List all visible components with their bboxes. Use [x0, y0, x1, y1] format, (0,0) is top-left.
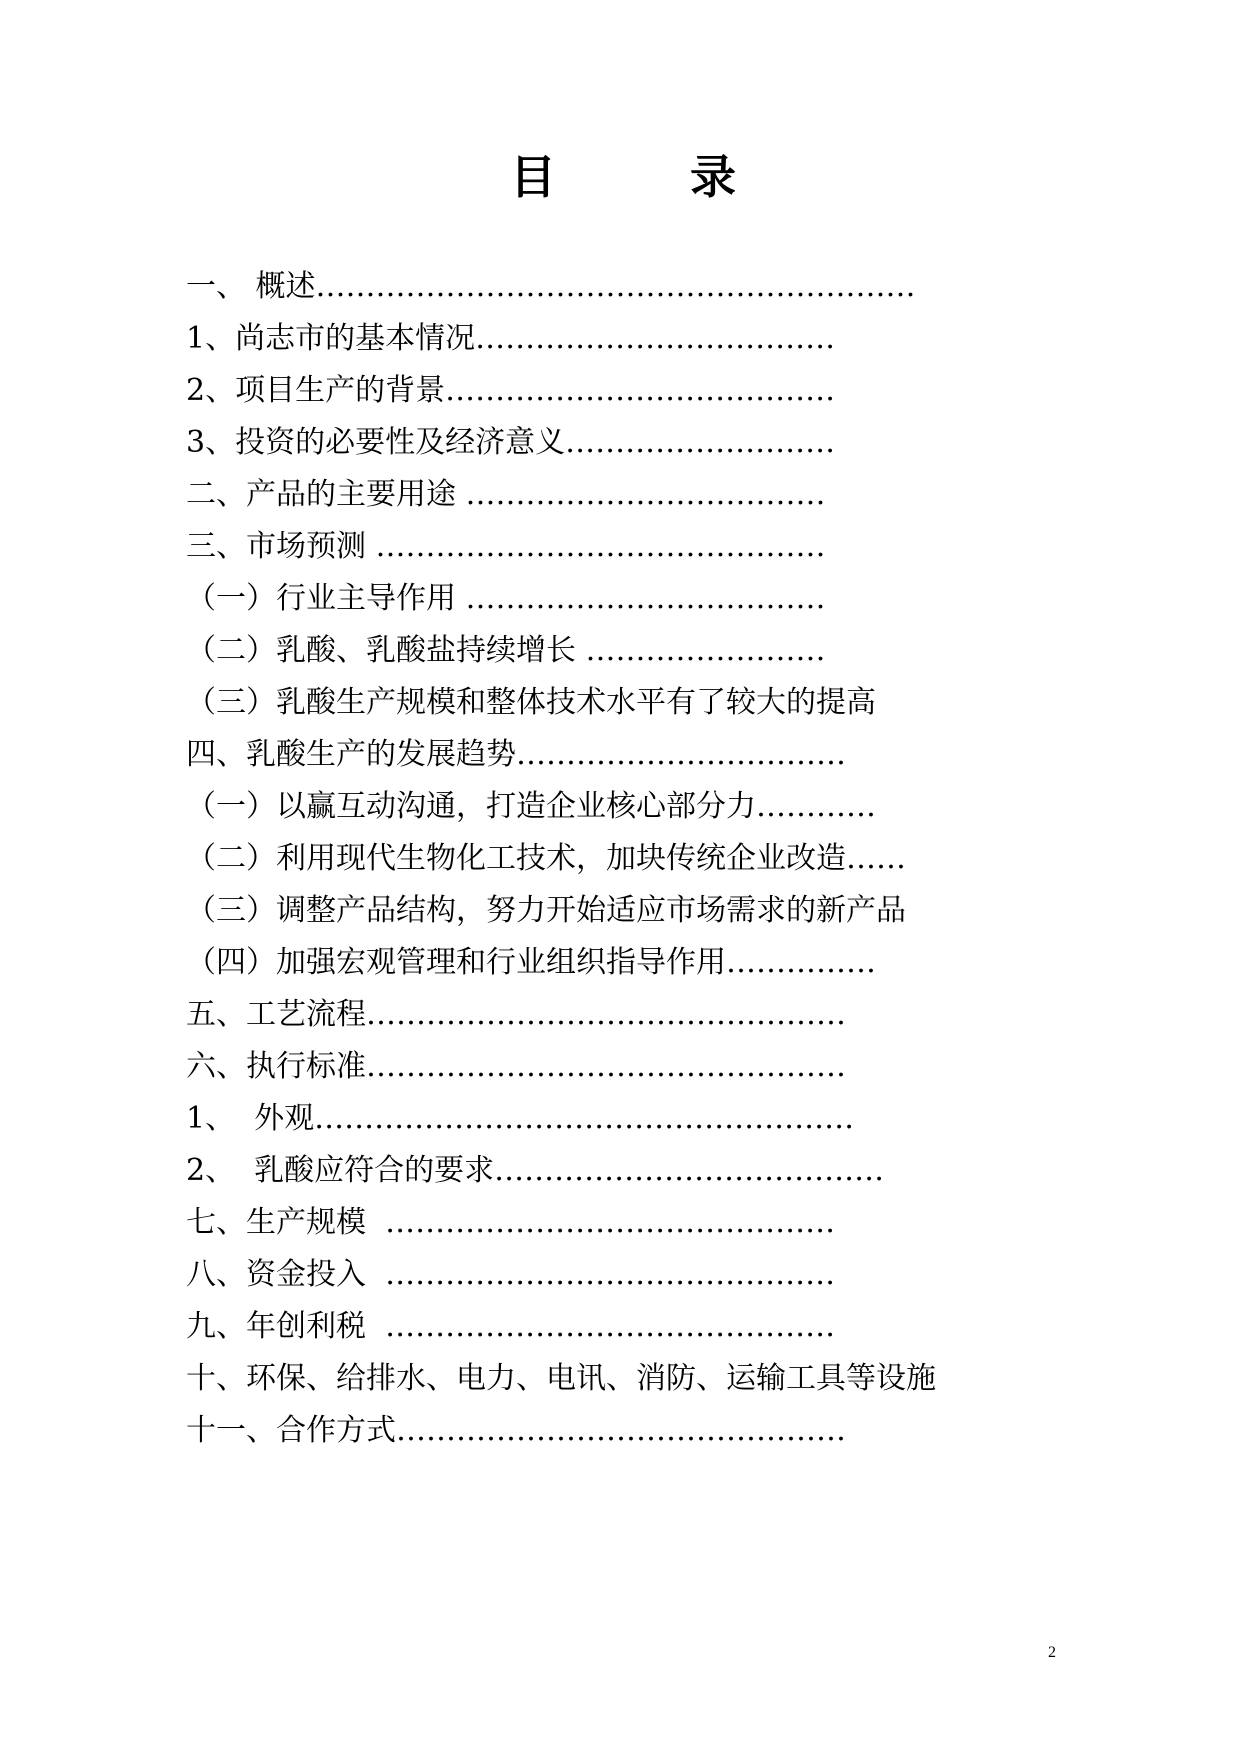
toc-item[interactable]: 1、 外观……………………………………………… [186, 1101, 855, 1136]
toc-title [0, 147, 1241, 207]
toc-item[interactable]: （一）行业主导作用 ……………………………… [186, 581, 826, 616]
toc-item[interactable]: （四）加强宏观管理和行业组织指导作用…………… [186, 945, 876, 980]
page-number: 2 [1048, 1644, 1056, 1661]
toc-item[interactable]: （三）调整产品结构，努力开始适应市场需求的新产品 [186, 893, 906, 928]
toc-item[interactable]: （二）利用现代生物化工技术，加块传统企业改造…… [186, 841, 906, 876]
toc-item[interactable]: （一）以赢互动沟通，打造企业核心部分力………… [186, 789, 876, 824]
toc-item[interactable]: 九、年创利税 ……………………………………… [186, 1309, 836, 1344]
toc-item[interactable]: 五、工艺流程………………………………………… [186, 997, 846, 1032]
toc-item[interactable]: 四、乳酸生产的发展趋势…………………………… [186, 737, 846, 772]
toc-item[interactable]: 2、 乳酸应符合的要求………………………………… [186, 1153, 885, 1188]
table-of-contents [186, 261, 1086, 1457]
toc-title-part2: 录 [690, 150, 736, 204]
toc-item[interactable]: 3、投资的必要性及经济意义……………………… [186, 425, 836, 460]
toc-item[interactable]: 2、项目生产的背景………………………………… [186, 373, 836, 408]
toc-item[interactable]: 六、执行标准………………………………………… [186, 1049, 846, 1084]
toc-item[interactable]: （二）乳酸、乳酸盐持续增长 …………………… [186, 633, 826, 668]
toc-item[interactable]: 十一、合作方式……………………………………… [186, 1413, 846, 1448]
toc-item[interactable]: 三、市场预测 ……………………………………… [186, 529, 826, 564]
toc-item[interactable]: 1、尚志市的基本情况……………………………… [186, 321, 836, 356]
toc-item[interactable]: 八、资金投入 ……………………………………… [186, 1257, 836, 1292]
toc-item[interactable]: 二、产品的主要用途 ……………………………… [186, 477, 826, 512]
toc-item[interactable]: 一、 概述…………………………………………………… [186, 269, 916, 304]
toc-title-part1: 目 [510, 150, 556, 204]
toc-item[interactable]: 七、生产规模 ……………………………………… [186, 1205, 836, 1240]
toc-item[interactable]: （三）乳酸生产规模和整体技术水平有了较大的提高 [186, 685, 876, 720]
toc-item[interactable]: 十、环保、给排水、电力、电讯、消防、运输工具等设施 [186, 1361, 936, 1396]
